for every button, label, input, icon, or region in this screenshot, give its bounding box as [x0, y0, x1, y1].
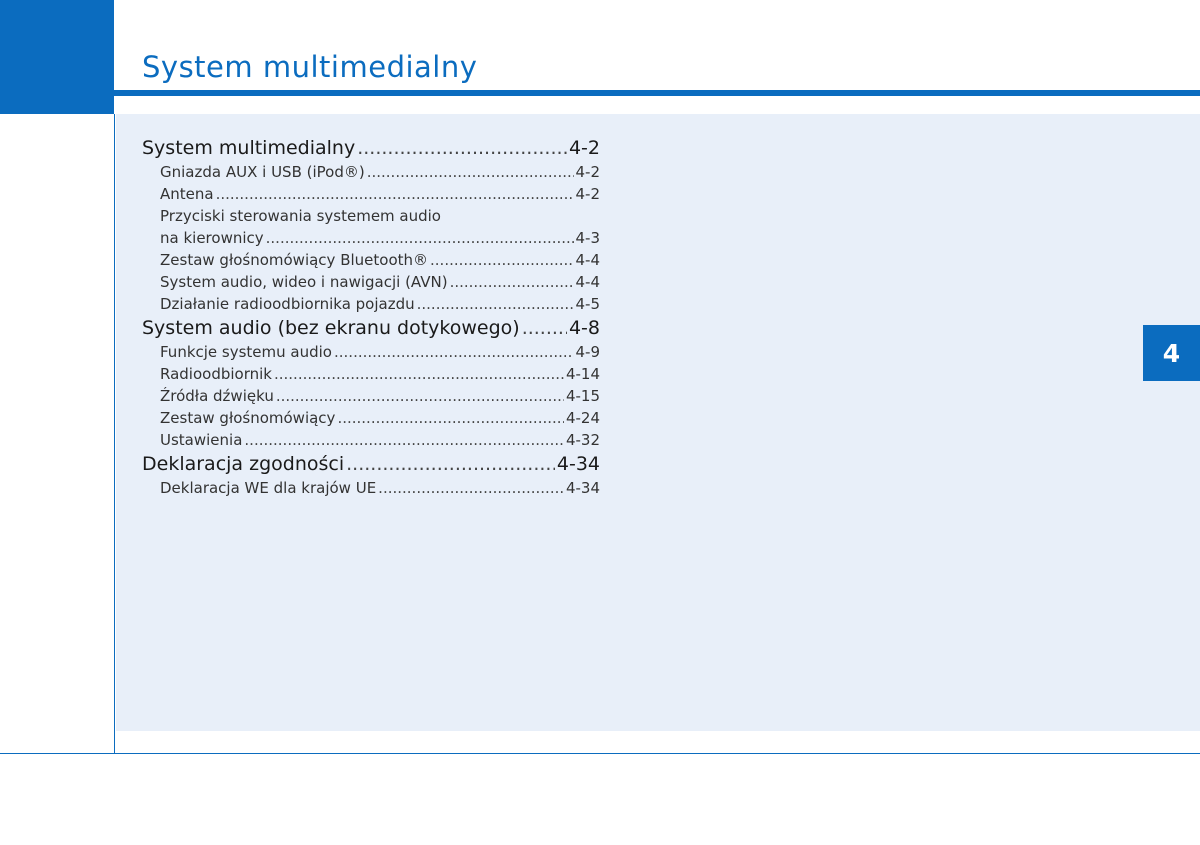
toc-entry-page: 4-2: [575, 185, 600, 203]
toc-entry-label: System audio (bez ekranu dotykowego): [142, 317, 520, 339]
table-of-contents: [142, 135, 600, 499]
toc-entry-page: 4-2: [568, 137, 600, 159]
toc-entry-label: Deklaracja zgodności: [142, 453, 345, 475]
toc-entry-page: 4-15: [565, 387, 600, 405]
toc-entry-label: Działanie radioodbiornika pojazdu: [160, 295, 415, 313]
toc-entry-label: Zestaw głośnomówiący: [160, 409, 336, 427]
toc-entry-label: Gniazda AUX i USB (iPod®): [160, 163, 365, 181]
toc-entry-page: 4-8: [568, 317, 600, 339]
toc-entry-label: Radioodbiornik: [160, 365, 272, 383]
toc-leader: [417, 293, 574, 315]
toc-entry[interactable]: [142, 451, 600, 477]
toc-leader: [522, 315, 567, 341]
toc-leader: [378, 477, 564, 499]
left-rule: [114, 114, 115, 754]
toc-entry[interactable]: [142, 293, 600, 315]
toc-leader: [216, 183, 574, 205]
toc-leader: [266, 227, 574, 249]
toc-entry[interactable]: [142, 183, 600, 205]
toc-entry-label: Przyciski sterowania systemem audio: [160, 207, 441, 225]
toc-entry-label: Deklaracja WE dla krajów UE: [160, 479, 377, 497]
toc-entry-label: System multimedialny: [142, 137, 356, 159]
toc-leader: [357, 135, 567, 161]
toc-entry-label: System audio, wideo i nawigacji (AVN): [160, 273, 448, 291]
toc-entry-page: 4-24: [565, 409, 600, 427]
title-rule: [114, 90, 1200, 96]
toc-entry[interactable]: [142, 407, 600, 429]
toc-entry[interactable]: [142, 161, 600, 183]
toc-entry-label: na kierownicy: [160, 229, 264, 247]
toc-leader: [334, 341, 574, 363]
toc-leader: [274, 363, 564, 385]
toc-entry-label: Zestaw głośnomówiący Bluetooth®: [160, 251, 429, 269]
chapter-tab[interactable]: 4: [1143, 325, 1200, 381]
toc-entry-label: Antena: [160, 185, 214, 203]
toc-entry[interactable]: [142, 429, 600, 451]
toc-entry-label: Ustawienia: [160, 431, 243, 449]
toc-entry-page: 4-4: [575, 273, 600, 291]
toc-entry-page: 4-32: [565, 431, 600, 449]
toc-entry-page: 4-14: [565, 365, 600, 383]
toc-entry-page: 4-4: [575, 251, 600, 269]
toc-leader: [367, 161, 574, 183]
bottom-rule: [0, 753, 1200, 754]
toc-entry[interactable]: [142, 249, 600, 271]
toc-entry-page: 4-2: [575, 163, 600, 181]
toc-entry[interactable]: [142, 315, 600, 341]
page-title: System multimedialny: [142, 50, 478, 84]
toc-leader: [346, 451, 555, 477]
toc-leader: [450, 271, 574, 293]
toc-entry-page: 4-5: [575, 295, 600, 313]
toc-entry-label: Funkcje systemu audio: [160, 343, 332, 361]
toc-entry-label: Źródła dźwięku: [160, 387, 274, 405]
toc-entry[interactable]: [142, 135, 600, 161]
toc-entry-page: 4-3: [575, 229, 600, 247]
toc-entry[interactable]: [142, 341, 600, 363]
toc-entry-page: 4-34: [556, 453, 600, 475]
toc-leader: [244, 429, 564, 451]
toc-leader: [430, 249, 573, 271]
toc-leader: [276, 385, 564, 407]
toc-entry[interactable]: [142, 477, 600, 499]
toc-entry[interactable]: [142, 363, 600, 385]
toc-leader: [337, 407, 564, 429]
toc-entry-wrapped-line[interactable]: [142, 205, 600, 227]
toc-entry-page: 4-9: [575, 343, 600, 361]
toc-entry[interactable]: [142, 227, 600, 249]
toc-entry[interactable]: [142, 271, 600, 293]
toc-entry[interactable]: [142, 385, 600, 407]
corner-block: [0, 0, 114, 114]
toc-entry-page: 4-34: [565, 479, 600, 497]
